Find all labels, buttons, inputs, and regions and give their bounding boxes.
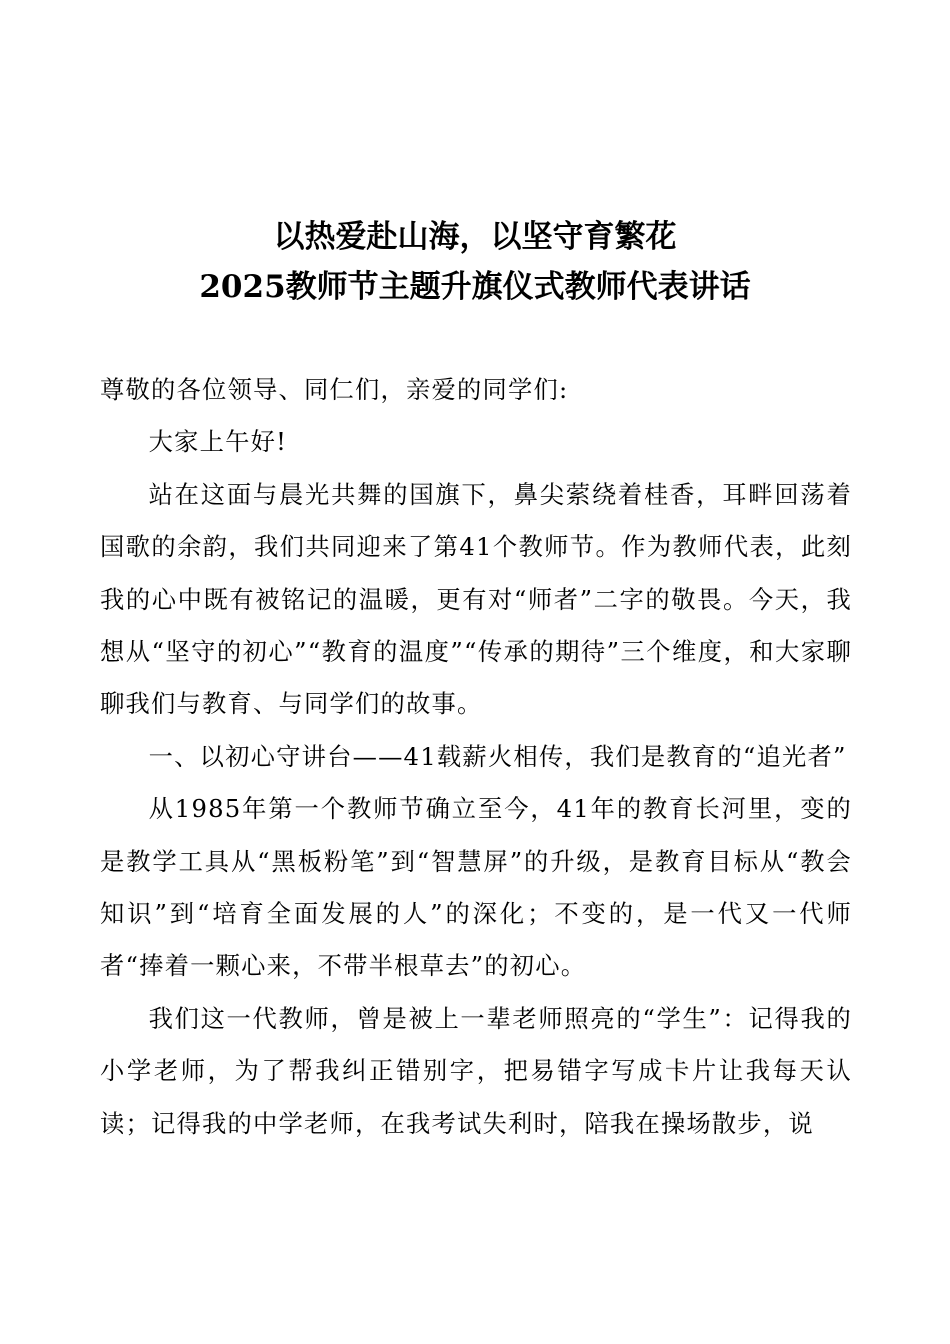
greeting: 大家上午好! (148, 427, 288, 457)
speech-body (100, 364, 852, 1150)
section-heading-1: 一、以初心守讲台——41载薪火相传，我们是教育的“追光者” (148, 741, 847, 771)
title-block (0, 212, 950, 312)
paragraph-history: 从1985年第一个教师节确立至今，41年的教育长河里，变的是教学工具从“黑板粉笔”到“智慧屏”的升级，是教育目标从“教会知识”到“培育全面发展的人”的深化；不变的，是一代又一代师者“捧着一颗心来，不带半根草去”的初心。 (100, 794, 852, 981)
salutation: 尊敬的各位领导、同仁们，亲爱的同学们: (100, 375, 569, 404)
paragraph-intro: 站在这面与晨光共舞的国旗下，鼻尖萦绕着桂香，耳畔回荡着国歌的余韵，我们共同迎来了第41个教师节。作为教师代表，此刻我的心中既有被铭记的温暖，更有对“师者”二字的敬畏。今天，我想从“坚守的初心”“教育的温度”“传承的期待”三个维度，和大家聊聊我们与教育、与同学们的故事。 (100, 479, 852, 719)
title-line-2: 2025教师节主题升旗仪式教师代表讲话 (199, 269, 751, 305)
paragraph-memories: 我们这一代教师，曾是被上一辈老师照亮的“学生”：记得我的小学老师，为了帮我纠正错别字，把易错字写成卡片让我每天认读；记得我的中学老师，在我考试失利时，陪我在操场散步，说 (100, 1003, 852, 1138)
title-line-1: 以热爱赴山海，以坚守育繁花 (273, 219, 677, 255)
